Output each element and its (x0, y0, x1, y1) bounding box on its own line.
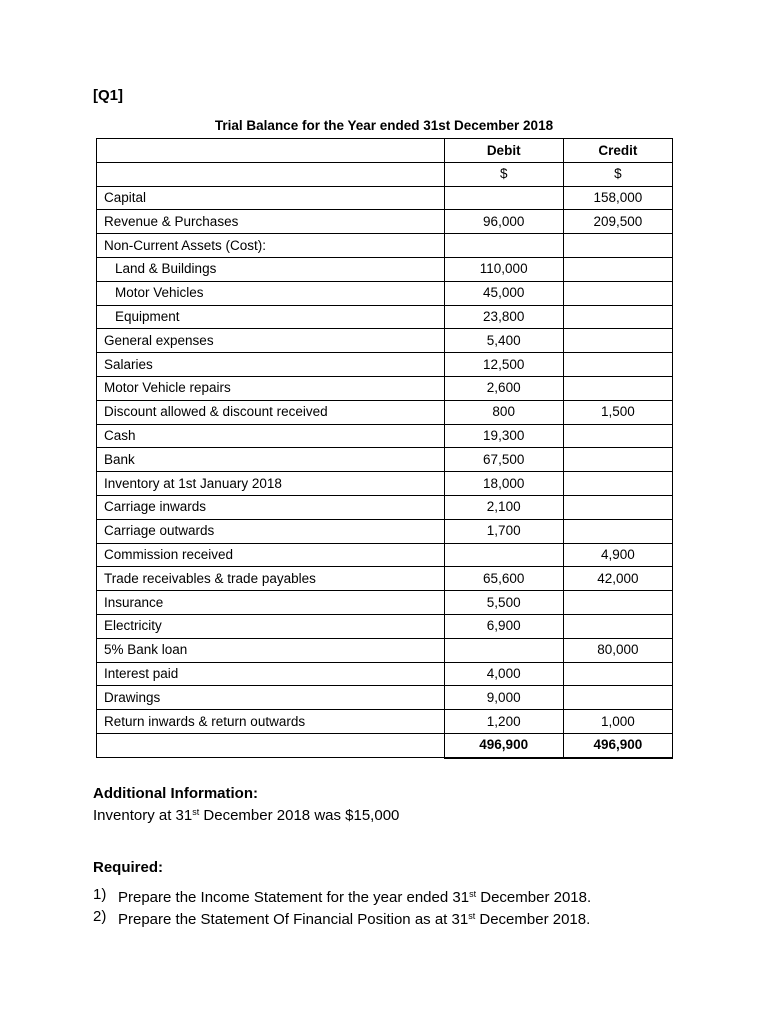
account-name: Motor Vehicles (97, 281, 445, 305)
credit-amount (563, 305, 672, 329)
debit-amount: 2,600 (444, 376, 563, 400)
account-name: Insurance (97, 591, 445, 615)
table-row (97, 662, 673, 686)
debit-amount (444, 234, 563, 258)
debit-amount: 1,200 (444, 710, 563, 734)
credit-amount (563, 686, 672, 710)
table-row (97, 257, 673, 281)
account-name: Interest paid (97, 662, 445, 686)
credit-amount (563, 234, 672, 258)
total-debit: 496,900 (444, 733, 563, 757)
credit-amount (563, 472, 672, 496)
table-row (97, 614, 673, 638)
account-name: Non-Current Assets (Cost): (97, 234, 445, 258)
debit-amount: 9,000 (444, 686, 563, 710)
required-heading: Required: (93, 859, 164, 876)
debit-amount: 19,300 (444, 424, 563, 448)
credit-amount (563, 519, 672, 543)
account-name: Electricity (97, 614, 445, 638)
table-row (97, 234, 673, 258)
debit-amount (444, 543, 563, 567)
account-name: Trade receivables & trade payables (97, 567, 445, 591)
account-name: Discount allowed & discount received (97, 400, 445, 424)
header-account-cell (97, 139, 445, 163)
debit-amount: 12,500 (444, 353, 563, 377)
account-name: Motor Vehicle repairs (97, 376, 445, 400)
currency-row (97, 162, 673, 186)
credit-amount (563, 281, 672, 305)
debit-amount: 67,500 (444, 448, 563, 472)
credit-amount (563, 495, 672, 519)
account-name: Carriage outwards (97, 519, 445, 543)
account-name: Equipment (97, 305, 445, 329)
account-name: Land & Buildings (97, 257, 445, 281)
required-item: 2) Prepare the Statement Of Financial Position as at 31st December 2018. (93, 908, 591, 928)
debit-amount: 65,600 (444, 567, 563, 591)
credit-amount: 158,000 (563, 186, 672, 210)
table-row (97, 400, 673, 424)
debit-amount: 2,100 (444, 495, 563, 519)
debit-amount: 23,800 (444, 305, 563, 329)
table-row (97, 543, 673, 567)
debit-amount: 4,000 (444, 662, 563, 686)
additional-information (93, 784, 399, 825)
account-name: 5% Bank loan (97, 638, 445, 662)
trial-balance-title: Trial Balance for the Year ended 31st December 2018 (214, 118, 554, 133)
table-row (97, 210, 673, 234)
debit-currency: $ (444, 162, 563, 186)
credit-amount: 4,900 (563, 543, 672, 567)
table-row (97, 281, 673, 305)
account-name: Bank (97, 448, 445, 472)
table-row (97, 638, 673, 662)
debit-amount: 1,700 (444, 519, 563, 543)
account-name: Capital (97, 186, 445, 210)
account-name: Commission received (97, 543, 445, 567)
debit-amount: 18,000 (444, 472, 563, 496)
header-row (97, 139, 673, 163)
required-section (93, 858, 591, 929)
credit-amount (563, 662, 672, 686)
account-name: Cash (97, 424, 445, 448)
credit-amount: 1,500 (563, 400, 672, 424)
table-row (97, 710, 673, 734)
additional-information-heading: Additional Information: (93, 785, 258, 802)
question-label: [Q1] (93, 87, 123, 104)
debit-amount (444, 186, 563, 210)
credit-amount (563, 329, 672, 353)
account-name: General expenses (97, 329, 445, 353)
table-row (97, 519, 673, 543)
table-row (97, 186, 673, 210)
table-row (97, 329, 673, 353)
debit-amount: 110,000 (444, 257, 563, 281)
credit-amount (563, 591, 672, 615)
debit-amount: 96,000 (444, 210, 563, 234)
account-name: Return inwards & return outwards (97, 710, 445, 734)
currency-account-cell (97, 162, 445, 186)
table-row (97, 495, 673, 519)
additional-information-line: Inventory at 31st December 2018 was $15,000 (93, 807, 400, 824)
debit-amount: 6,900 (444, 614, 563, 638)
total-credit: 496,900 (563, 733, 672, 757)
table-row (97, 472, 673, 496)
credit-currency: $ (563, 162, 672, 186)
debit-amount: 800 (444, 400, 563, 424)
totals-account-cell (97, 733, 445, 757)
trial-balance-table (96, 138, 673, 759)
account-name: Carriage inwards (97, 495, 445, 519)
credit-amount (563, 353, 672, 377)
table-row (97, 686, 673, 710)
credit-amount: 209,500 (563, 210, 672, 234)
debit-amount (444, 638, 563, 662)
account-name: Drawings (97, 686, 445, 710)
required-item: 1) Prepare the Income Statement for the year ended 31st December 2018. (93, 886, 592, 906)
table-row (97, 424, 673, 448)
credit-amount: 1,000 (563, 710, 672, 734)
credit-amount: 80,000 (563, 638, 672, 662)
debit-amount: 5,500 (444, 591, 563, 615)
account-name: Inventory at 1st January 2018 (97, 472, 445, 496)
credit-amount (563, 448, 672, 472)
table-row (97, 305, 673, 329)
debit-amount: 45,000 (444, 281, 563, 305)
debit-amount: 5,400 (444, 329, 563, 353)
credit-amount (563, 257, 672, 281)
account-name: Salaries (97, 353, 445, 377)
table-row (97, 567, 673, 591)
table-row (97, 448, 673, 472)
header-debit: Debit (444, 139, 563, 163)
header-credit: Credit (563, 139, 672, 163)
required-list (93, 885, 591, 929)
table-row (97, 376, 673, 400)
table-row (97, 591, 673, 615)
credit-amount: 42,000 (563, 567, 672, 591)
totals-row (97, 733, 673, 757)
table-row (97, 353, 673, 377)
credit-amount (563, 376, 672, 400)
credit-amount (563, 614, 672, 638)
credit-amount (563, 424, 672, 448)
account-name: Revenue & Purchases (97, 210, 445, 234)
